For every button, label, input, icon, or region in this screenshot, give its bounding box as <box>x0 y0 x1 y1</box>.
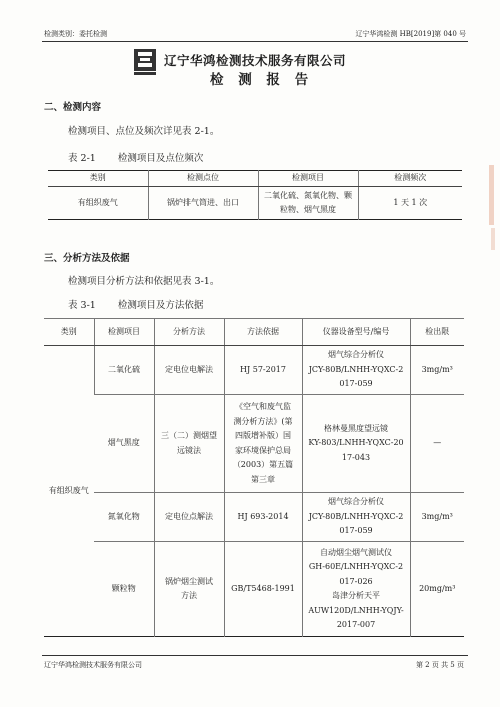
section-3-heading: 三、分析方法及依据 <box>44 253 130 264</box>
instrument-line: JCY-80B/LNHH-YQXC-2 <box>308 511 404 521</box>
table-3-1-caption <box>68 297 203 311</box>
table-2-1 <box>48 170 462 220</box>
limit-cell: 3mg/m³ <box>410 346 464 395</box>
paper-stain <box>489 165 494 225</box>
report-title: 检 测 报 告 <box>210 72 314 88</box>
instrument-line: 2017-007 <box>336 620 376 629</box>
column-header: 方法依据 <box>224 319 302 346</box>
table-3-1 <box>44 318 464 637</box>
column-header: 检出限 <box>410 319 464 346</box>
point-cell: 锅炉排气筒进、出口 <box>148 187 258 220</box>
column-header: 分析方法 <box>154 319 224 346</box>
instrument-cell <box>302 346 410 395</box>
header-category: 检测类别：委托检测 <box>44 30 107 38</box>
table-row <box>44 346 464 395</box>
basis-line: 家环境保护总局 <box>235 445 291 455</box>
limit-cell: — <box>410 395 464 493</box>
basis-line: 测分析方法》(第 <box>233 416 293 426</box>
section-3-text: 检测项目分析方法和依据见表 3-1。 <box>68 276 220 287</box>
method-cell <box>154 395 224 493</box>
items-line: 粒物、烟气黑度 <box>280 205 336 214</box>
section-2-heading: 二、检测内容 <box>44 102 102 113</box>
category-cell: 有组织废气 <box>48 485 89 495</box>
column-header: 类别 <box>44 319 94 346</box>
table-row <box>44 542 464 637</box>
instrument-line: AUW120D/LNHH-YQJY- <box>308 605 404 615</box>
section-2-text: 检测项目、点位及频次详见表 2-1。 <box>68 126 220 137</box>
item-cell: 烟气黑度 <box>94 395 154 493</box>
table-2-1-number: 表 2-1 <box>68 153 96 164</box>
footer-company: 辽宁华鸿检测技术服务有限公司 <box>44 661 142 669</box>
paper-stain <box>491 228 495 250</box>
basis-cell: HJ 693-2014 <box>224 493 302 542</box>
method-line: 远镜法 <box>177 445 201 455</box>
column-header: 检测项目 <box>258 171 358 187</box>
column-header: 检测点位 <box>148 171 258 187</box>
header-rule <box>42 41 468 42</box>
method-line: 锅炉烟尘测试 <box>165 576 213 586</box>
company-logo-icon <box>132 47 158 77</box>
basis-cell <box>224 395 302 493</box>
table-3-1-number: 表 3-1 <box>68 300 96 311</box>
method-cell <box>154 542 224 637</box>
instrument-cell <box>302 493 410 542</box>
item-cell: 氮氧化物 <box>94 493 154 542</box>
header-report-number: 辽宁华鸿检测 HB[2019]第 040 号 <box>355 30 466 38</box>
table-row <box>48 187 462 220</box>
basis-line: 四版增补版）国 <box>235 431 291 440</box>
instrument-line: 017-059 <box>339 379 373 389</box>
instrument-line: 17-043 <box>341 452 371 462</box>
category-cell: 有组织废气 <box>77 197 118 207</box>
company-name: 辽宁华鸿检测技术服务有限公司 <box>164 53 347 68</box>
column-header: 检测频次 <box>358 171 462 187</box>
instrument-line: 017-026 <box>339 576 373 586</box>
limit-cell: 20mg/m³ <box>410 542 464 637</box>
basis-line: 第三章 <box>251 474 275 484</box>
instrument-line: 自动烟尘烟气测试仪 <box>320 547 392 557</box>
instrument-line: 017-059 <box>339 526 373 536</box>
basis-cell: HJ 57-2017 <box>224 346 302 395</box>
method-line: 方法 <box>181 591 197 600</box>
method-cell: 定电位电解法 <box>154 346 224 395</box>
table-2-1-caption <box>68 150 203 164</box>
column-header: 检测项目 <box>94 319 154 346</box>
table-row <box>44 493 464 542</box>
frequency-cell: 1 天 1 次 <box>358 187 462 220</box>
instrument-line: KY-803/LNHH-YQXC-20 <box>308 438 404 448</box>
table-3-1-title: 检测项目及方法依据 <box>117 300 204 311</box>
table-2-1-title: 检测项目及点位频次 <box>117 153 204 164</box>
instrument-line: 烟气综合分析仪 <box>328 350 384 360</box>
method-cell: 定电位点解法 <box>154 493 224 542</box>
instrument-line: 格林曼黑度望远镜 <box>324 423 388 433</box>
table-2-1-header-row <box>48 171 462 187</box>
instrument-cell <box>302 395 410 493</box>
limit-cell: 3mg/m³ <box>410 493 464 542</box>
instrument-line: GH-60E/LNHH-YQXC-2 <box>308 562 404 571</box>
table-row <box>44 395 464 493</box>
method-line: 三（二）测烟望 <box>161 431 217 440</box>
footer-page-number: 第 2 页 共 5 页 <box>415 661 464 669</box>
footer-rule <box>42 655 468 656</box>
instrument-line: 岛津分析天平 <box>332 591 380 600</box>
item-cell: 颗粒物 <box>94 542 154 637</box>
table-3-1-header-row <box>44 319 464 346</box>
instrument-cell <box>302 542 410 637</box>
instrument-line: 烟气综合分析仪 <box>328 497 384 507</box>
instrument-line: JCY-80B/LNHH-YQXC-2 <box>308 364 404 374</box>
column-header: 仪器设备型号/编号 <box>302 319 410 346</box>
basis-line: （2003）第五篇 <box>232 460 294 469</box>
items-line: 二氧化硫、氮氧化物、颗 <box>264 190 352 200</box>
basis-line: 《空气和废气监 <box>235 402 291 411</box>
items-cell <box>258 187 358 220</box>
item-cell: 二氧化硫 <box>94 346 154 395</box>
column-header: 类别 <box>48 171 148 187</box>
basis-cell: GB/T5468-1991 <box>224 542 302 637</box>
